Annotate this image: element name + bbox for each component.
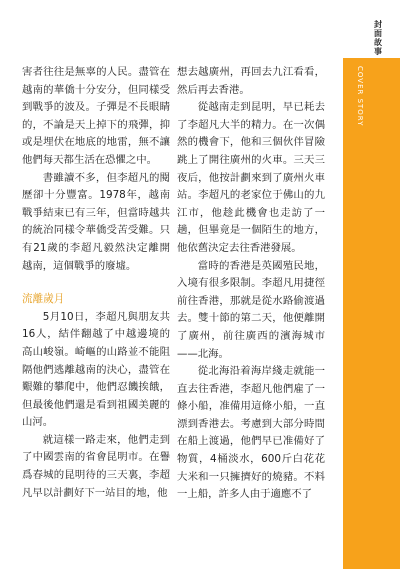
paragraph: 當時的香港是英國殖民地，入境有很多限制。李超凡用捷徑前往香港，那就是從水路偷渡過去。雙十節的第二天，他便離開了廣州，前往廣西的濱海城市——北海。 — [177, 259, 325, 360]
section-title-en-wrap — [356, 66, 366, 186]
paragraph: 書雖讀不多，但李超凡的閱歷卻十分豐富。1978年，越南戰爭結束已有三年，但當時越共的統治同樣令華僑受苦受難。只有21歲的李超凡毅然決定離開越南，這個戰爭的廢墟。 — [22, 171, 170, 272]
paragraph: 想去越廣州，再回去九江看看，然后再去香港。 — [177, 66, 325, 96]
paragraph: 從越南走到昆明，早已耗去了李超凡大半的精力。在一次偶然的機會下，他和三個伙伴冒險跳上了開往廣州的火車。三天三夜后，他按計劃來到了廣州火車站。李超凡的老家位于佛山的九江市，他趁此機會也走訪了一趟，但畢竟是一個陌生的地方，他依舊決定去往香港發展。 — [177, 101, 325, 254]
paragraph: 5月10日，李超凡與朋友共16人，結伴翻越了中越邊境的高山峻嶺。崎嶇的山路並不能阻隔他們逃離越南的決心，盡管在艱難的攀爬中，他們忍饑挨餓，但最後他們還是看到祖國美麗的山河。 — [22, 310, 170, 429]
text-column-right — [177, 64, 325, 504]
paragraph: 就這樣一路走來，他們走到了中國雲南的省會昆明市。在譽爲春城的昆明待的三天裏，李超凡早以計劃好下一站目的地，他 — [22, 433, 170, 499]
spacer — [22, 275, 170, 291]
paragraph: 從北海沿着海岸綫走就能一直去往香港，李超凡他們雇了一條小船，准備用這條小船，一直漂到香港去。考慮到大部分時間在船上渡過，他們早已准備好了物質，4桶淡水，600斤白花花大米和一只擁擠好的燒豬。不料一上船，許多人由于適應不了 — [177, 365, 325, 501]
section-heading: 流離歲月 — [22, 293, 65, 306]
section-title-cn: 封面故事 — [374, 20, 382, 56]
section-title-en: COVER STORY — [356, 66, 364, 127]
section-accent-bar — [343, 58, 400, 569]
paragraph: 害者往往是無辜的人民。盡管在越南的華僑十分安分，但同樣受到戰爭的波及。子彈是不長眼睛的，不論是天上掉下的飛彈，抑或是埋伏在地底的地雷，無不讓他們每天都生活在恐懼之中。 — [22, 66, 170, 166]
text-column-left — [22, 64, 170, 502]
